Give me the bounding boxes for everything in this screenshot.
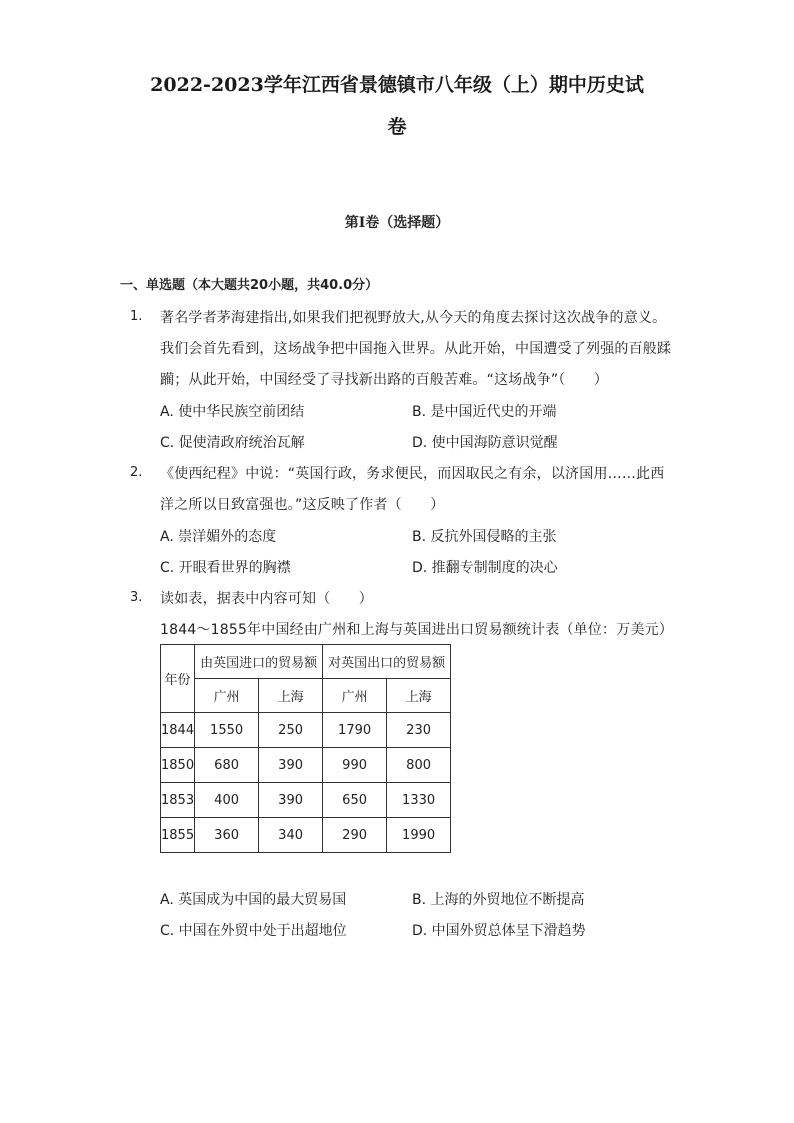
table-cell: 290 — [323, 818, 387, 853]
option-d: D. 推翻专制制度的决心 — [412, 560, 558, 576]
exam-title-line-1: 2022-2023学年江西省景德镇市八年级（上）期中历史试 — [150, 74, 644, 96]
table-cell: 230 — [387, 713, 451, 748]
table-row — [161, 748, 451, 783]
option-d: D. 使中国海防意识觉醒 — [412, 435, 558, 451]
table-cell: 390 — [259, 748, 323, 783]
table-cell: 680 — [195, 748, 259, 783]
question-text-line: 躏；从此开始，中国经受了寻找新出路的百般苦难。“这场战争”（ ） — [160, 372, 609, 388]
question-text-line: 读如表，据表中内容可知（ ） — [160, 591, 373, 607]
trade-table — [160, 644, 451, 853]
table-cell: 1330 — [387, 783, 451, 818]
table-cell: 1855 — [161, 818, 195, 853]
question-number: 3. — [130, 590, 143, 605]
table-subheader: 广州 — [323, 679, 387, 713]
option-b: B. 上海的外贸地位不断提高 — [412, 892, 585, 908]
option-a: A. 崇洋媚外的态度 — [160, 529, 277, 545]
question-text-line: 著名学者茅海建指出,如果我们把视野放大,从今天的角度去探讨这次战争的意义。 — [160, 310, 667, 326]
part-title: 第I卷（选择题） — [344, 215, 450, 231]
table-cell: 250 — [259, 713, 323, 748]
option-c: C. 促使清政府统治瓦解 — [160, 435, 305, 451]
table-cell: 1790 — [323, 713, 387, 748]
table-subheader: 上海 — [259, 679, 323, 713]
question-text-line: 我们会首先看到，这场战争把中国拖入世界。从此开始，中国遭受了列强的百般蹂 — [160, 341, 672, 357]
option-a: A. 英国成为中国的最大贸易国 — [160, 892, 347, 908]
table-cell: 650 — [323, 783, 387, 818]
option-b: B. 反抗外国侵略的主张 — [412, 529, 557, 545]
option-a: A. 使中华民族空前团结 — [160, 404, 305, 420]
table-row — [161, 783, 451, 818]
option-c: C. 中国在外贸中处于出超地位 — [160, 923, 347, 939]
table-cell: 1990 — [387, 818, 451, 853]
option-d: D. 中国外贸总体呈下滑趋势 — [412, 923, 586, 939]
option-c: C. 开眼看世界的胸襟 — [160, 560, 291, 576]
table-cell: 390 — [259, 783, 323, 818]
table-cell: 1844 — [161, 713, 195, 748]
table-row — [161, 818, 451, 853]
section-title: 一、单选题（本大题共20小题，共40.0分） — [120, 278, 379, 293]
table-header-export: 对英国出口的贸易额 — [323, 645, 451, 679]
table-header-year: 年份 — [161, 645, 195, 713]
question-number: 1. — [130, 309, 143, 324]
table-cell: 1550 — [195, 713, 259, 748]
table-caption: 1844～1855年中国经由广州和上海与英国进出口贸易额统计表（单位：万美元） — [160, 622, 674, 638]
table-subheader: 上海 — [387, 679, 451, 713]
table-cell: 400 — [195, 783, 259, 818]
table-header-import: 由英国进口的贸易额 — [195, 645, 323, 679]
table-subheader: 广州 — [195, 679, 259, 713]
exam-title-line-2: 卷 — [387, 116, 407, 138]
table-row — [161, 713, 451, 748]
table-cell: 990 — [323, 748, 387, 783]
table-cell: 800 — [387, 748, 451, 783]
table-cell: 340 — [259, 818, 323, 853]
question-text-line: 《使西纪程》中说：“英国行政，务求便民，而因取民之有余，以济国用……此西 — [160, 466, 665, 482]
question-text-line: 洋之所以日致富强也。”这反映了作者（ ） — [160, 497, 445, 513]
table-cell: 1850 — [161, 748, 195, 783]
question-number: 2. — [130, 465, 143, 480]
table-cell: 1853 — [161, 783, 195, 818]
table-cell: 360 — [195, 818, 259, 853]
option-b: B. 是中国近代史的开端 — [412, 404, 557, 420]
